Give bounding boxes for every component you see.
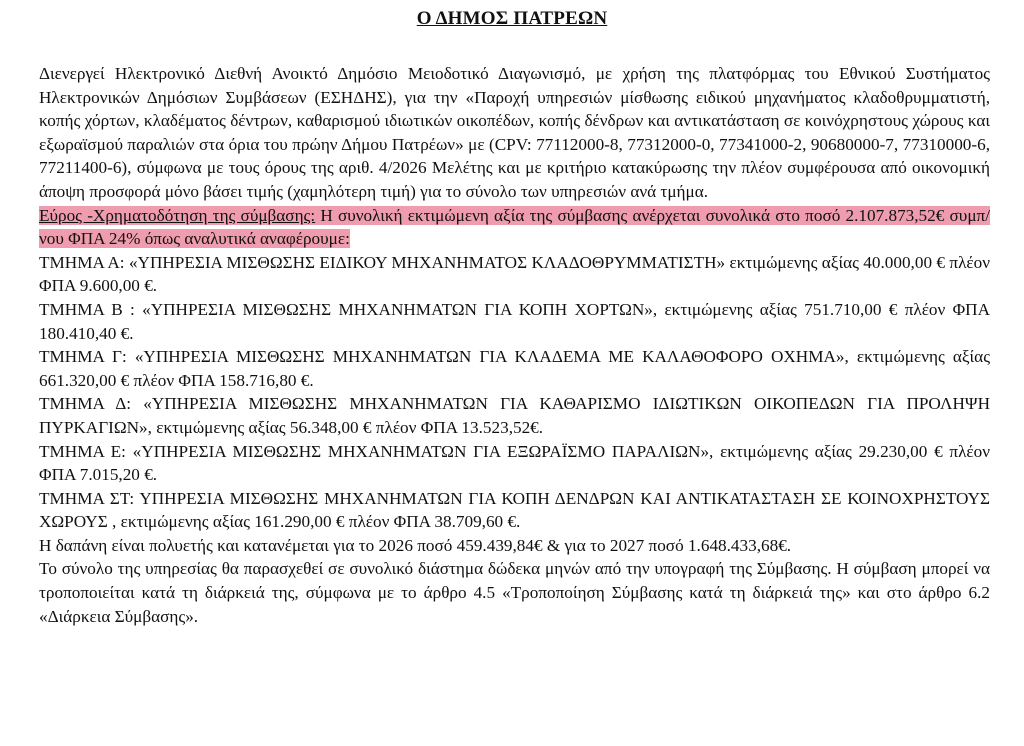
page-title: Ο ΔΗΜΟΣ ΠΑΤΡΕΩΝ (416, 8, 608, 29)
funding-text: Η συνολική εκτιμώμενη αξία της σύμβασης ανέρχεται συνολικά στο ποσό 2.107.873,52€ συμπ/νου ΦΠΑ 24% όπως αναλυτικά αναφέρουμε: (39, 205, 990, 249)
section-st: ΤΜΗΜΑ ΣΤ: ΥΠΗΡΕΣΙΑ ΜΙΣΘΩΣΗΣ ΜΗΧΑΝΗΜΑΤΩΝ ΓΙΑ ΚΟΠΗ ΔΕΝΔΡΩΝ ΚΑΙ ΑΝΤΙΚΑΤΑΣΤΑΣΗ ΣΕ ΚΟΙΝΟΧΡΗΣΤΟΥΣ ΧΩΡΟΥΣ , εκτιμώμενης αξίας 161.290,00 € πλέον ΦΠΑ 38.709,60 €. (39, 488, 990, 532)
funding-label: Εύρος -Χρηματοδότηση της σύμβασης: (39, 205, 316, 225)
intro-paragraph: Διενεργεί Ηλεκτρονικό Διεθνή Ανοικτό Δημόσιο Μειοδοτικό Διαγωνισμό, με χρήση της πλατφόρμας του Εθνικού Συστήματος Ηλεκτρονικών Δημόσιων Συμβάσεων (ΕΣΗΔΗΣ), για την «Παροχή υπηρεσιών μίσθωσης ειδικού μηχανήματος κλαδοθρυμματιστή, κοπής χόρτων, κλαδέματος δέντρων, καθαρισμού ιδιωτικών οικοπέδων, κοπής δένδρων και αντικατάσταση σε κοινόχρηστους χώρους και εξωραϊσμού παραλιών στα όρια του πρώην Δήμου Πατρέων» με (CPV: 77112000-8, 77312000-0, 77341000-2, 90680000-7, 77310000-6, 77211400-6), σύμφωνα με τους όρους της αριθ. 4/2026 Μελέτης και με κριτήριο κατακύρωσης την πλέον συμφέρουσα από οικονομική άποψη προσφορά μόνο βάσει τιμής (χαμηλότερη τιμή) για το σύνολο των υπηρεσιών ανά τμήμα. (39, 64, 990, 201)
section-d: ΤΜΗΜΑ Δ: «ΥΠΗΡΕΣΙΑ ΜΙΣΘΩΣΗΣ ΜΗΧΑΝΗΜΑΤΩΝ ΓΙΑ ΚΑΘΑΡΙΣΜΟ ΙΔΙΩΤΙΚΩΝ ΟΙΚΟΠΕΔΩΝ ΓΙΑ ΠΡΟΛΗΨΗ ΠΥΡΚΑΓΙΩΝ», εκτιμώμενης αξίας 56.348,00 € πλέον ΦΠΑ 13.523,52€. (39, 394, 990, 437)
highlight-mark (39, 206, 990, 249)
expense-paragraph: Η δαπάνη είναι πολυετής και κατανέμεται για το 2026 ποσό 459.439,84€ & για το 2027 ποσό 1.648.433,68€. (39, 535, 792, 555)
section-c: ΤΜΗΜΑ Γ: «ΥΠΗΡΕΣΙΑ ΜΙΣΘΩΣΗΣ ΜΗΧΑΝΗΜΑΤΩΝ ΓΙΑ ΚΛΑΔΕΜΑ ΜΕ ΚΑΛΑΘΟΦΟΡΟ ΟΧΗΜΑ», εκτιμώμενης αξίας 661.320,00 € πλέον ΦΠΑ 158.716,80 €. (39, 347, 990, 390)
section-b: ΤΜΗΜΑ Β : «ΥΠΗΡΕΣΙΑ ΜΙΣΘΩΣΗΣ ΜΗΧΑΝΗΜΑΤΩΝ ΓΙΑ ΚΟΠΗ ΧΟΡΤΩΝ», εκτιμώμενης αξίας 751.710,00 € πλέον ΦΠΑ 180.410,40 €. (39, 299, 990, 343)
duration-paragraph: Το σύνολο της υπηρεσίας θα παρασχεθεί σε συνολικό διάστημα δώδεκα μηνών από την υπογραφή της Σύμβασης. Η σύμβαση μπορεί να τροποποιείται κατά τη διάρκειά της, σύμφωνα με το άρθρο 4.5 «Τροποποίηση Σύμβασης κατά τη διάρκειά της» και στο άρθρο 6.2 «Διάρκεια Σύμβασης». (39, 559, 990, 626)
document-body (39, 62, 990, 628)
section-a: ΤΜΗΜΑ Α: «ΥΠΗΡΕΣΙΑ ΜΙΣΘΩΣΗΣ ΕΙΔΙΚΟΥ ΜΗΧΑΝΗΜΑΤΟΣ ΚΛΑΔΟΘΡΥΜΜΑΤΙΣΤΗ» εκτιμώμενης αξίας 40.000,00 € πλέον ΦΠΑ 9.600,00 €. (39, 252, 990, 296)
funding-paragraph (39, 204, 990, 251)
section-e: ΤΜΗΜΑ Ε: «ΥΠΗΡΕΣΙΑ ΜΙΣΘΩΣΗΣ ΜΗΧΑΝΗΜΑΤΩΝ ΓΙΑ ΕΞΩΡΑΪΣΜΟ ΠΑΡΑΛΙΩΝ», εκτιμώμενης αξίας 29.230,00 € πλέον ΦΠΑ 7.015,20 €. (39, 441, 990, 485)
